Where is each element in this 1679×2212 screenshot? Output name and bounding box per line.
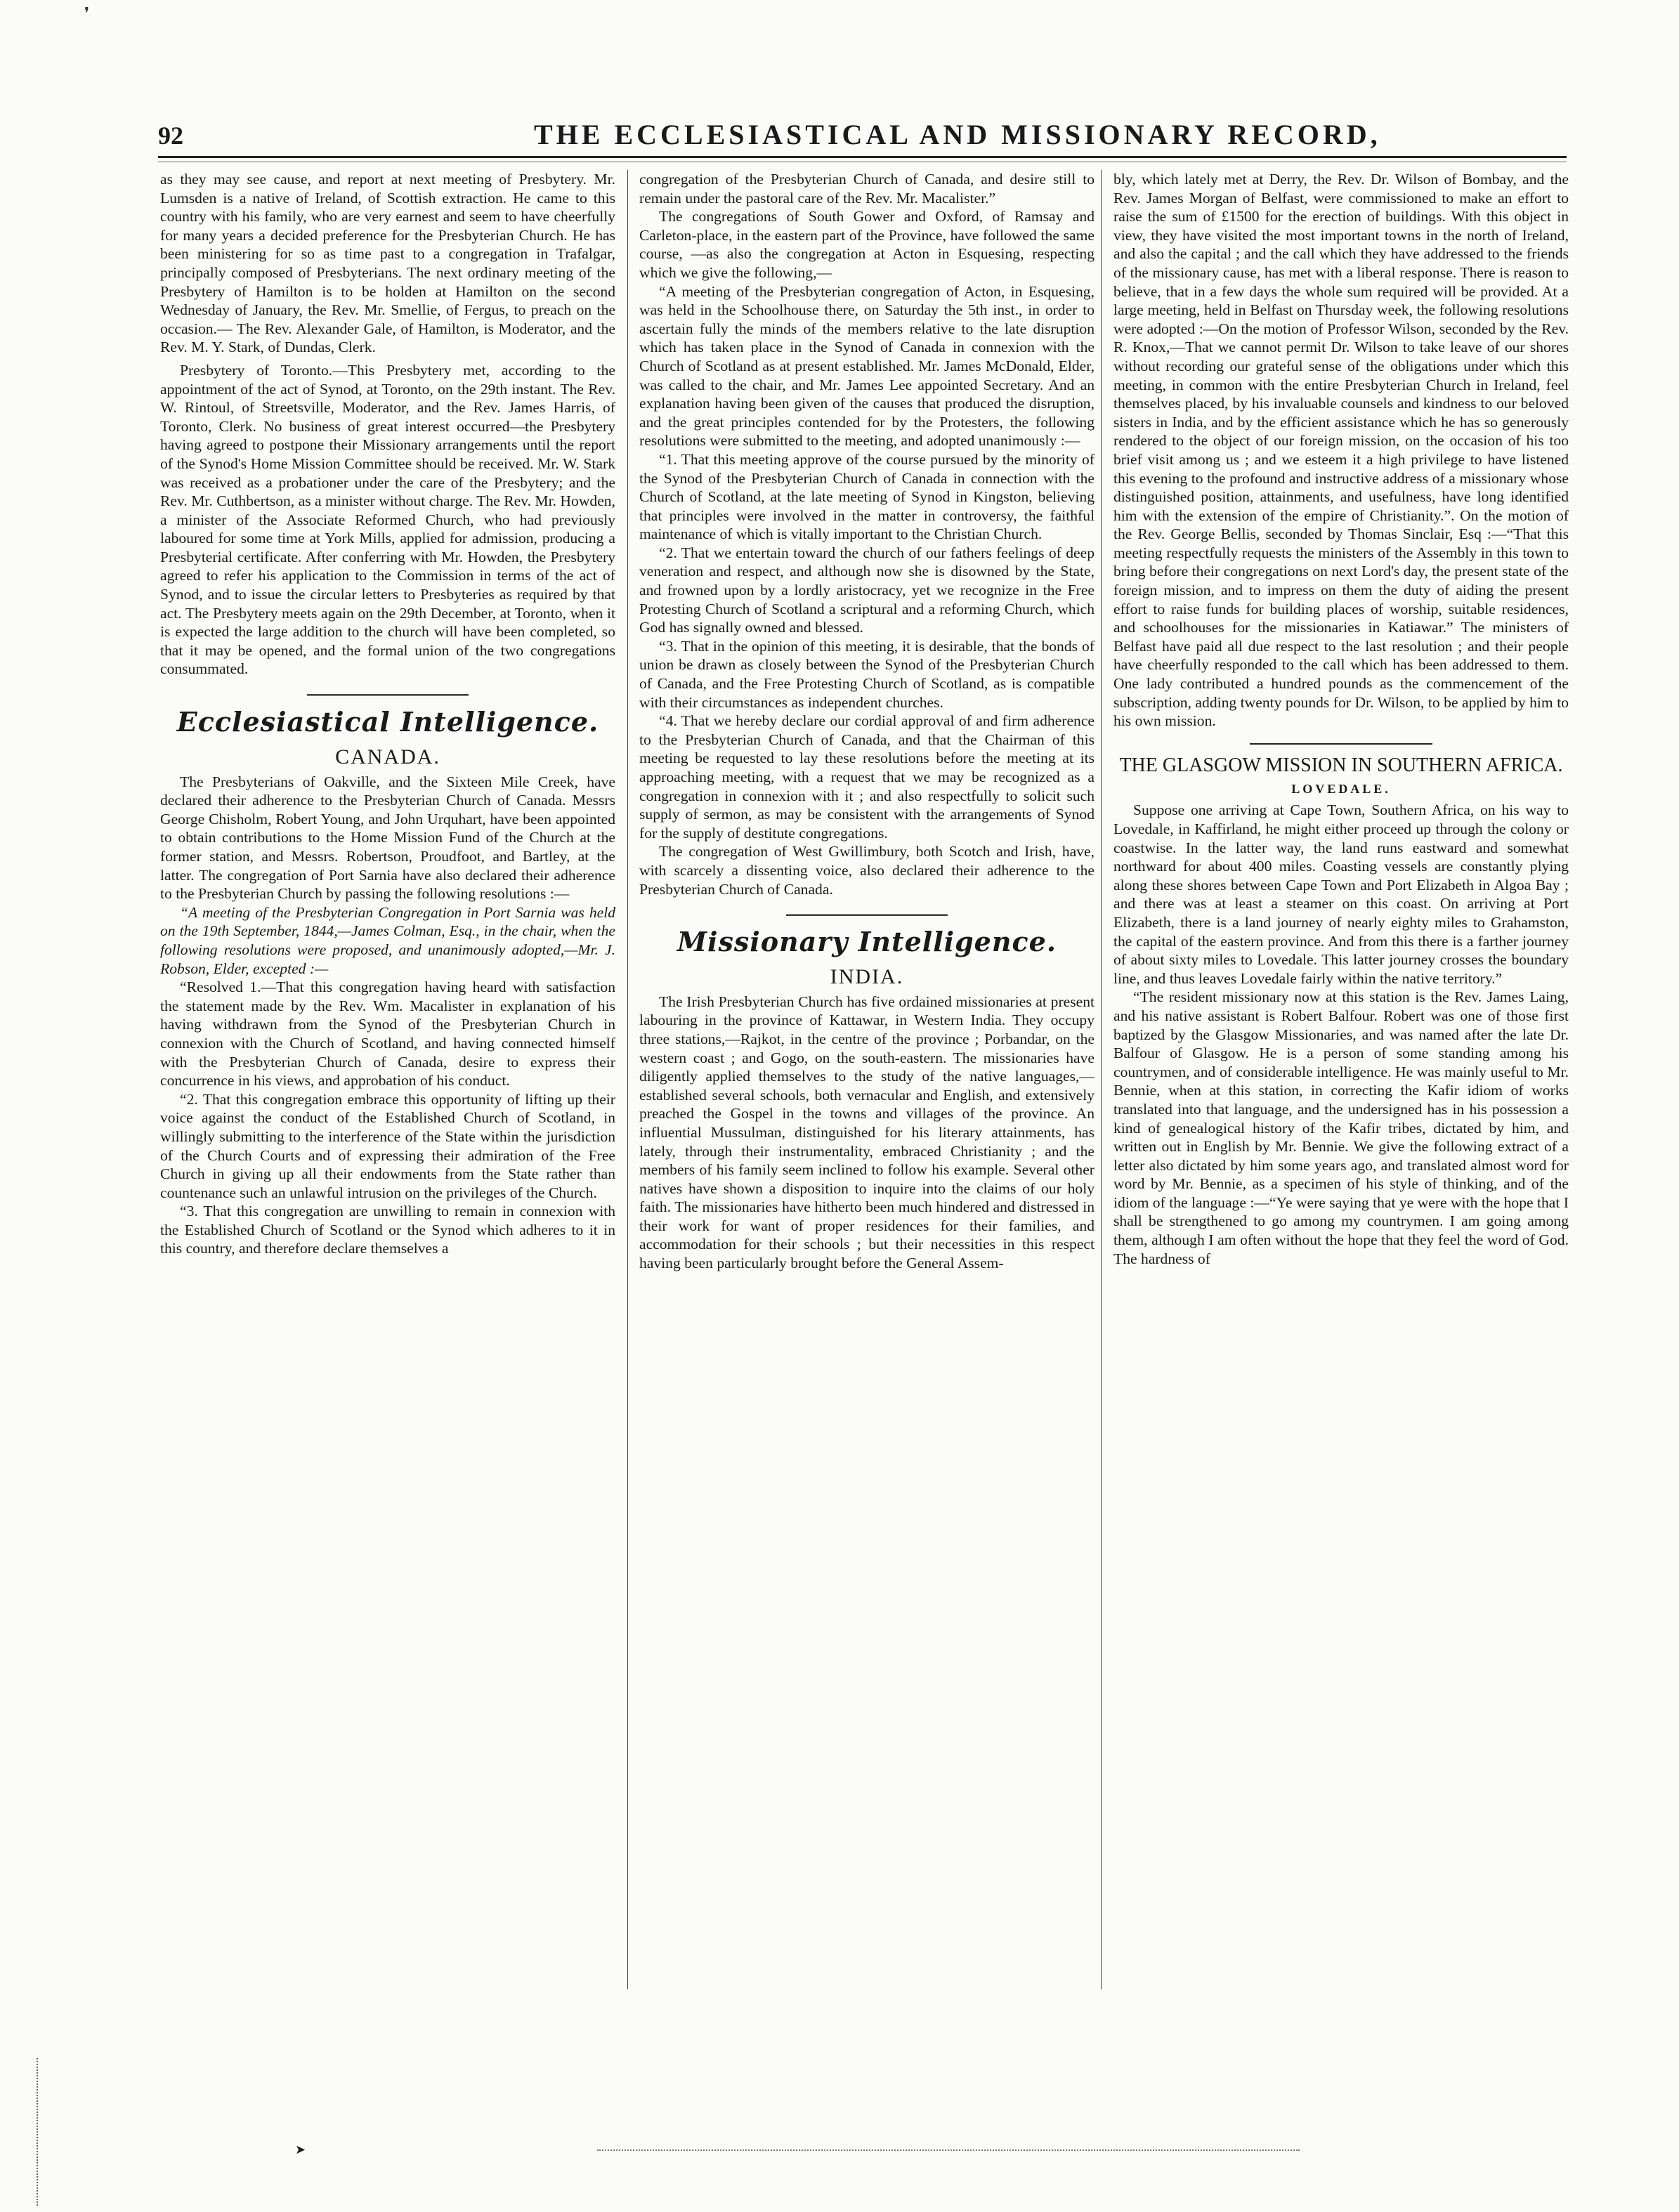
section-rule [307,694,469,696]
paragraph: “2. That this congregation embrace this opportunity of lifting up their voice against the conduct of the Established Church of Scotland, in willingly submitting to the interference of the State within the jurisdiction of the Church Courts and of expressing their admiration of the Free Church in giving up all their endowments from the State rather than countenance such an unlawful intrusion on the privileges of the Church. [160,1090,615,1201]
column-divider [1101,170,1102,1989]
page-number: 92 [158,122,183,150]
paragraph: Suppose one arriving at Cape Town, Southern Africa, on his way to Lovedale, in Kaffirland, he might either proceed up through the colony or coastwise. In the latter way, the land runs eastward and somewhat northward for about 400 miles. Coasting vessels are constantly plying along these shores between Cape Town and Port Elizabeth in Algoa Bay ; and there was at least a steamer on this coast. On arriving at Port Elizabeth, there is a land journey of nearly eighty miles to Grahamston, the capital of the eastern province. And from this there is a farther journey of about sixty miles to Lovedale. This latter journey crosses the boundary line, and thus leaves Lovedale fairly within the native territory.” [1113,801,1569,987]
paragraph: Presbytery of Toronto.—This Presbytery met, according to the appointment of the act of Synod, at Toronto, on the 29th instant. The Rev. W. Rintoul, of Streetsville, Moderator, and the Rev. James Harris, of Toronto, Clerk. No business of great interest occurred—the Presbytery having agreed to postpone their Missionary arrangements until the report of the Synod's Home Mission Committee should be received. Mr. W. Stark was received as a probationer under the care of the Presbytery; and the Rev. Mr. Cuthbertson, as a minister without charge. The Rev. Mr. Howden, a minister of the Associate Reformed Church, who had previously laboured for some time at York Mills, applied for admission, producing a Presbyterial certificate. After conferring with Mr. Howden, the Presbytery agreed to refer his application to the Commission in terms of the act of Synod, and to issue the circular letters to Presbyteries as required by that act. The Presbytery meets again on the 29th December, at Toronto, when it is expected the large addition to the church will have been completed, so that it may be opened, and the formal union of the two congregations consummated. [160,361,615,678]
column-divider [627,170,628,1989]
paragraph: “4. That we hereby declare our cordial approval of and firm adherence to the Presbyterian Church of Canada, and that the Chairman of this meeting be requested to lay these resolutions before the meeting at its approaching meeting, with a request that we may be recognized as a congregation in connexion with it ; and also respectfully to solicit such supply of sermon, as may be consistent with the arrangements of Synod for the supply of destitute congregations. [639,712,1095,842]
margin-arrow: ➤ [295,2142,306,2157]
margin-artifact [37,2058,44,2206]
column-3 [1113,170,1569,1268]
section-subtitle: INDIA. [830,965,904,989]
paragraph: as they may see cause, and report at next meeting of Presbytery. Mr. Lumsden is a native of Ireland, of Scottish extraction. He came to this country with his family, who are very earnest and seem to have cheerfully for many years a decided preference for the Presbyterian Church. He has been ministering for so as time past to a congregation in Trafalgar, principally composed of Presbyterians. The next ordinary meeting of the Presbytery of Hamilton is to be holden at Hamilton on the second Wednesday of January, the Rev. Mr. Smellie, of Fergus, to preach on the occasion.— The Rev. Alexander Gale, of Hamilton, is Moderator, and the Rev. M. Y. Stark, of Dundas, Clerk. [160,171,615,356]
paragraph: “A meeting of the Presbyterian Congregation in Port Sarnia was held on the 19th September, 1844,—James Colman, Esq., in the chair, when the following resolutions were proposed, and unanimously adopted,—Mr. J. Robson, Elder, excepted :— [160,903,615,977]
header-rule [158,156,1567,158]
paragraph: “The resident missionary now at this station is the Rev. James Laing, and his native assistant is Robert Balfour. Robert was one of those first baptized by the Glasgow Missionaries, and was named after the late Dr. Balfour of Glasgow. He is a person of some standing among his countrymen, and of considerable intelligence. He was mainly useful to Mr. Bennie, when at this station, in correcting the Kafir idiom of works translated into that language, and the undersigned has in his possession a kind of genealogical history of the Kafir tribes, dictated by him, and written out in English by Mr. Bennie. We give the following extract of a letter also dictated by him some years ago, and translated almost word for word by Mr. Bennie, as a specimen of his style of thinking, and of the idiom of the language :—“Ye were saying that ye were with the hope that I shall be strengthened to go among my countrymen. I am going among them, although I am often without the hope that they feel the word of God. The hardness of [1113,988,1569,1267]
column-1 [160,170,615,1258]
section-rule [786,914,948,916]
margin-mark: ❜ [84,4,90,22]
section-rule [1250,743,1432,745]
running-title: THE ECCLESIASTICAL AND MISSIONARY RECORD, [534,119,1381,150]
section-title: Missionary Intelligence. [677,926,1057,958]
paragraph: The Irish Presbyterian Church has five ordained missionaries at present labouring in the province of Kattawar, in Western India. They occupy three stations,—Rajkot, in the centre of the province ; Porbandar, on the western coast ; and Gogo, on the south-eastern. The missionaries have diligently applied themselves to the study of the native languages,—established several schools, both vernacular and English, and extensively preached the Gospel in the towns and villages of the province. An influential Mussulman, distinguished for his literary attainments, has lately, through their instrumentality, embraced Christianity ; and the members of his family seem inclined to follow his example. Several other natives have shown a disposition to inquire into the claims of our holy faith. The missionaries have hitherto been much hindered and distressed in their work for want of proper residences for their families, and accommodation for their schools ; but their necessities in this respect having been particularly brought before the General Assem- [639,993,1095,1272]
bottom-artifact [597,2149,1300,2151]
paragraph: “2. That we entertain toward the church of our fathers feelings of deep veneration and respect, and although now she is disowned by the State, and frowned upon by a lordly aristocracy, yet we recognize in the Free Protesting Church of Scotland a scriptural and a reforming Church, which God has signally owned and blessed. [639,544,1095,636]
paragraph: The congregations of South Gower and Oxford, of Ramsay and Carleton-place, in the eastern part of the Province, have followed the same course, —as also the congregation at Acton in Esquesing, respecting which we give the following,— [639,208,1095,281]
paragraph: “A meeting of the Presbyterian congregation of Acton, in Esquesing, was held in the Schoolhouse there, on Saturday the 5th inst., in order to ascertain fully the minds of the members relative to the late disruption which has taken place in the Synod of Canada in connexion with the Church of Scotland as at present established. Mr. James McDonald, Elder, was called to the chair, and Mr. James Lee appointed Secretary. And an explanation having been given of the causes that produced the disruption, and the great principles contended for by the Protesters, the following resolutions were submitted to the meeting, and adopted unanimously :— [639,282,1095,450]
paragraph: “3. That this congregation are unwilling to remain in connexion with the Established Church of Scotland or the Synod which adheres to it in this country, and therefore declare themselves a [160,1203,615,1257]
paragraph: “Resolved 1.—That this congregation having heard with satisfaction the statement made by the Rev. Wm. Macalister in explanation of his having withdrawn from the Synod of the Presbyterian Church in connexion with the Church of Scotland, and having connected himself with the Presbyterian Church of Canada, desire to express their concurrence in his views, and approbation of his conduct. [160,979,615,1089]
paragraph: “1. That this meeting approve of the course pursued by the minority of the Synod of the Presbyterian Church of Canada in connection with the Church of Scotland, at the late meeting of Synod in Kingston, believing that principles were involved in the matter in controversy, the faithful maintenance of which is vitally important to the Christian Church. [639,450,1095,543]
section-title: Ecclesiastical Intelligence. [176,706,599,738]
section-subtitle: CANADA. [335,745,440,769]
article-title: THE GLASGOW MISSION IN SOUTHERN AFRICA. [1119,754,1563,776]
paragraph: congregation of the Presbyterian Church of Canada, and desire still to remain under the pastoral care of the Rev. Mr. Macalister.” [639,171,1095,207]
article-subtitle: LOVEDALE. [1291,781,1391,796]
paragraph: bly, which lately met at Derry, the Rev. Dr. Wilson of Bombay, and the Rev. James Morgan of Belfast, were commissioned to make an effort to raise the sum of £1500 for the erection of buildings. With this object in view, they have visited the most important towns in the north of Ireland, and also the capital ; and the call which they have addressed to the friends of the missionary cause, has met with a liberal response. There is reason to believe, that in a few days the whole sum required will be provided. At a large meeting, held in Belfast on Thursday week, the following resolutions were adopted :—On the motion of Professor Wilson, seconded by the Rev. R. Knox,—That we cannot permit Dr. Wilson to take leave of our shores without recording our grateful sense of the obligations under which this meeting, in common with the entire Presbyterian Church in Ireland, feel themselves placed, by his invaluable counsels and kindness to our beloved sisters in India, and by the efficient assistance which he has so generously rendered to the object of our foreign mission, on the occasion of his too brief visit among us ; and we esteem it a high privilege to have listened this evening to the profound and instructive address of a missionary whose distinguished position, attainments, and usefulness, have long identified him with the extension of the empire of Christianity.”. On the motion of the Rev. George Bellis, seconded by Thomas Sinclair, Esq :—“That this meeting respectfully requests the ministers of the Assembly in this town to bring before their congregations on next Lord's day, the present state of the foreign mission, and to impress on them the duty of aiding the present effort to raise funds for building places of worship, suitable residences, and schoolhouses for the missionaries in Katiawar.” The ministers of Belfast have paid all due respect to the last resolution ; and their people have cheerfully responded to the call which has been addressed to them. One lady contributed a hundred pounds as the commencement of the subscription, adding twenty pounds for Dr. Wilson, to be applied by him to his own mission. [1113,171,1569,730]
column-2 [639,170,1095,1273]
paragraph: “3. That in the opinion of this meeting, it is desirable, that the bonds of union be drawn as closely between the Synod of the Presbyterian Church of Canada, and the Free Protesting Church of Scotland, as is compatible with their circumstances as independent churches. [639,637,1095,711]
paragraph: The Presbyterians of Oakville, and the Sixteen Mile Creek, have declared their adherence to the Presbyterian Church of Canada. Messrs George Chisholm, Robert Young, and John Urquhart, have been appointed to obtain contributions to the Home Mission Fund of the Church at the former station, and Messrs. Robertson, Proudfoot, and Bartley, at the latter. The congregation of Port Sarnia have also declared their adherence to the Presbyterian Church by passing the following resolutions :— [160,773,615,903]
paragraph: The congregation of West Gwillimbury, both Scotch and Irish, have, with scarcely a dissenting voice, also declared their adherence to the Presbyterian Church of Canada. [639,843,1095,898]
